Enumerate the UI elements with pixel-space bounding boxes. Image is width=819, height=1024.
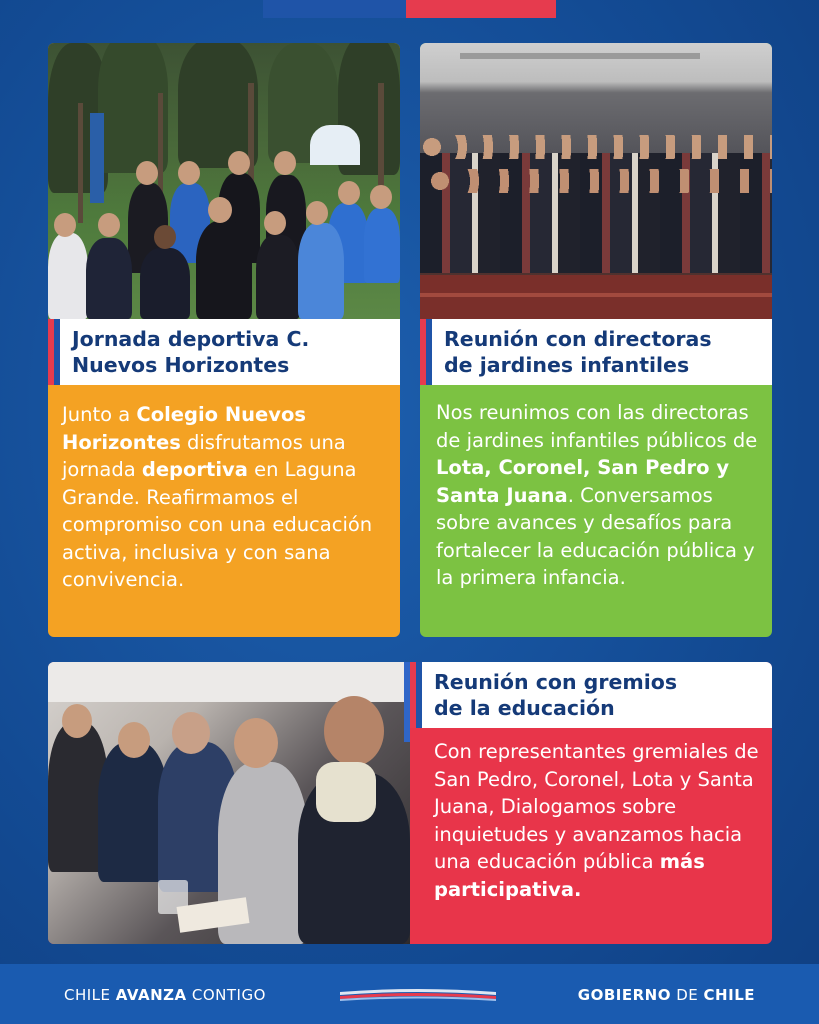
card-jornada-deportiva (48, 43, 400, 637)
card-title (48, 326, 317, 378)
card-title-line-1: Jornada deportiva C. (72, 327, 310, 351)
footer (0, 964, 819, 1024)
card-title (410, 669, 685, 721)
card-reunion-gremios (48, 662, 772, 944)
card-title-box (410, 662, 772, 728)
photo-union-meeting (48, 662, 410, 944)
card-body: Con representantes gremiales de San Pedro, Coronel, Lota y Santa Juana, Dialogamos sobre inquietudes y avanzamos hacia una educación pública más participativa. (434, 740, 759, 901)
footer-government: GOBIERNO DE CHILE (577, 986, 755, 1004)
card-title-line-1: Reunión con gremios (434, 670, 678, 694)
card-title-line-2: de la educación (434, 696, 615, 720)
title-accent-bar (410, 662, 422, 728)
card-title-line-2: Nuevos Horizontes (72, 353, 290, 377)
title-accent-bar (420, 319, 432, 385)
card-title-line-2: de jardines infantiles (444, 353, 690, 377)
top-accent-red (406, 0, 556, 18)
card-body: Junto a Colegio Nuevos Horizontes disfrutamos una jornada deportiva en Laguna Grande. Reafirmamos el compromiso con una educación activa, inclusiva y con sana convivencia. (62, 403, 373, 591)
stripes-logo-icon (338, 988, 498, 1002)
card-title-box (420, 319, 772, 385)
card-reunion-directoras (420, 43, 772, 637)
photo-directors-group (420, 43, 772, 319)
card-title (420, 326, 720, 378)
card-title-line-1: Reunión con directoras (444, 327, 712, 351)
top-accent-blue (263, 0, 406, 18)
title-accent-bar (48, 319, 60, 385)
card-title-box (48, 319, 400, 385)
photo-sports-day (48, 43, 400, 319)
card-body: Nos reunimos con las directoras de jardines infantiles públicos de Lota, Coronel, San Pedro y Santa Juana. Conversamos sobre avances y desafíos para fortalecer la educación pública y la primera infancia. (436, 401, 758, 589)
footer-slogan: CHILE AVANZA CONTIGO (64, 986, 266, 1004)
